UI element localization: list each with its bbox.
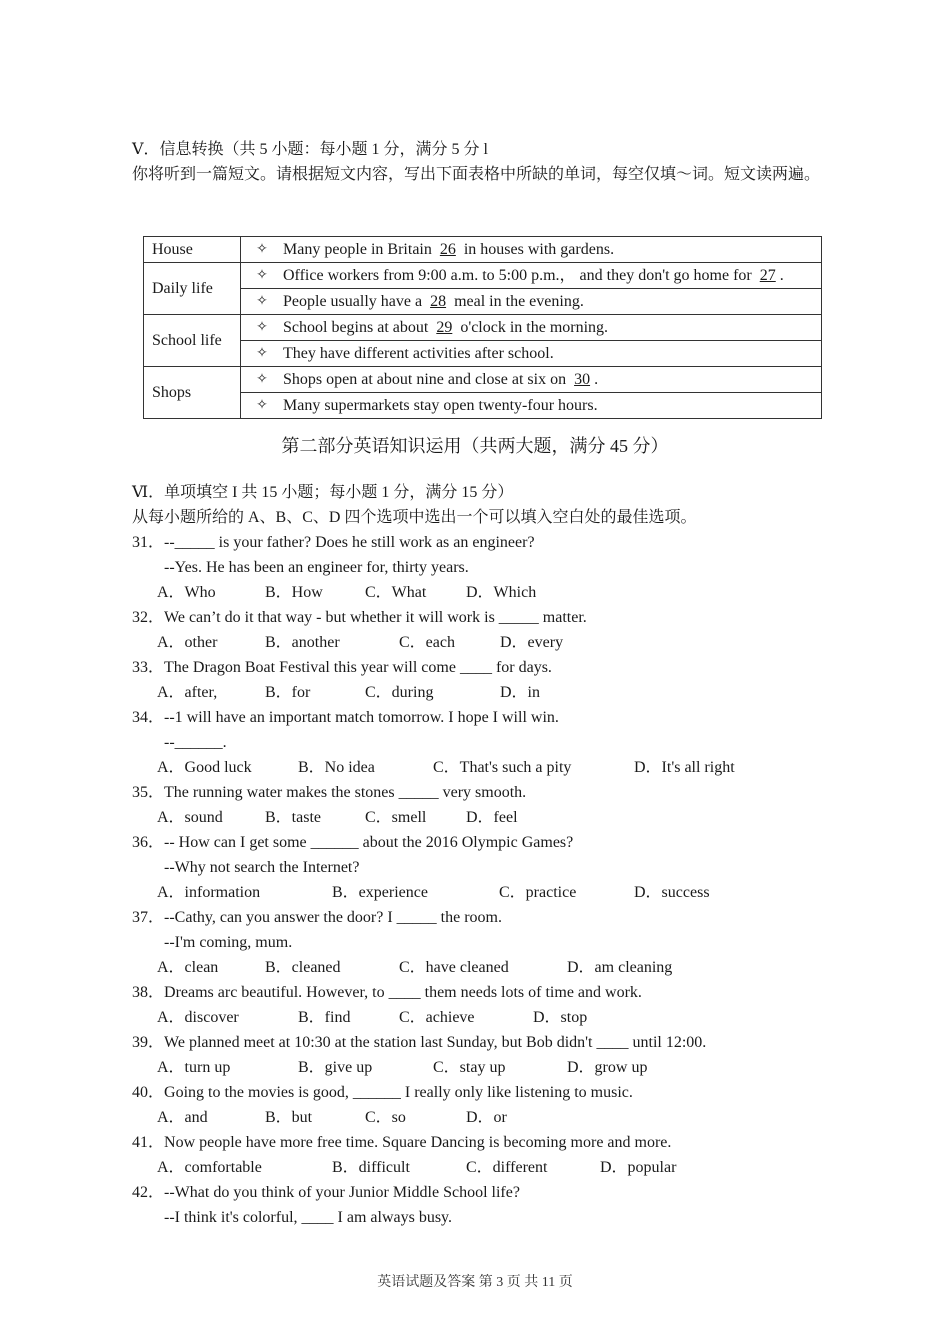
questions-block: [132, 480, 832, 1230]
question-number: 36．: [132, 834, 165, 851]
question-text: The Dragon Boat Festival this year will come ____ for days.: [164, 659, 552, 676]
question-options: [132, 580, 832, 605]
option-a: A．sound: [157, 809, 223, 826]
info-category: Daily life: [144, 263, 241, 315]
info-line: [241, 289, 821, 314]
question-stem: [132, 530, 832, 555]
section5-instruction: 你将听到一篇短文。请根据短文内容，写出下面表格中所缺的单词，每空仅填～词。短文读两遍。: [132, 166, 821, 183]
question-options: [132, 755, 832, 780]
info-line: [241, 263, 821, 288]
question-dialogue-line: [132, 930, 832, 955]
option-b: B．difficult: [332, 1159, 410, 1176]
question-item: [132, 905, 832, 980]
info-line-text: [283, 237, 614, 262]
info-cell: [241, 341, 822, 367]
option-d: D．or: [466, 1109, 507, 1126]
option-d: D．success: [634, 884, 710, 901]
question-dialogue-line: [132, 1205, 832, 1230]
question-stem: [132, 705, 832, 730]
option-b: B．experience: [332, 884, 428, 901]
question-stem: [132, 1080, 832, 1105]
question-number: 40．: [132, 1084, 165, 1101]
question-options: [132, 630, 832, 655]
info-line: [241, 367, 821, 392]
question-options: [132, 1005, 832, 1030]
option-a: A．discover: [157, 1009, 239, 1026]
diamond-bullet-icon: ✧: [256, 293, 268, 309]
question-item: [132, 1030, 832, 1080]
option-c: C．during: [365, 684, 434, 701]
option-a: A．Good luck: [157, 759, 252, 776]
option-c: C．have cleaned: [399, 959, 509, 976]
question-text: -- How can I get some ______ about the 2016 Olympic Games?: [164, 834, 574, 851]
option-d: D．stop: [533, 1009, 588, 1026]
info-category: House: [144, 237, 241, 263]
question-options: [132, 880, 832, 905]
question-options: [132, 1155, 832, 1180]
option-c: C．practice: [499, 884, 577, 901]
question-number: 35．: [132, 784, 165, 801]
question-dialogue-line: [132, 730, 832, 755]
diamond-bullet-icon: ✧: [256, 267, 268, 283]
diamond-bullet-icon: ✧: [256, 345, 268, 361]
question-stem: [132, 830, 832, 855]
info-cell: [241, 315, 822, 341]
info-table-row: [144, 341, 822, 367]
option-d: D．Which: [466, 584, 537, 601]
question-number: 39．: [132, 1034, 165, 1051]
option-c: C．achieve: [399, 1009, 475, 1026]
question-number: 41．: [132, 1134, 165, 1151]
option-b: B．another: [265, 634, 340, 651]
info-line-text: [283, 393, 598, 418]
section6-instruction: 从每小题所给的 A、B、C、D 四个选项中选出一个可以填入空白处的最佳选项。: [132, 509, 697, 526]
info-table-row: [144, 263, 822, 289]
question-text: --I'm coming, mum.: [164, 934, 293, 951]
question-text: We can’t do it that way - but whether it will work is _____ matter.: [164, 609, 587, 626]
option-d: D．feel: [466, 809, 518, 826]
info-table: [143, 236, 822, 419]
diamond-bullet-icon: ✧: [256, 371, 268, 387]
option-b: B．cleaned: [265, 959, 341, 976]
blank-number: 27: [759, 267, 776, 284]
blank-number: 28: [430, 293, 447, 310]
blank-number: 30: [574, 371, 591, 388]
question-item: [132, 980, 832, 1030]
question-options: [132, 805, 832, 830]
info-text-after: .: [594, 371, 599, 388]
option-a: A．Who: [157, 584, 216, 601]
question-item: [132, 1080, 832, 1130]
question-number: 37．: [132, 909, 165, 926]
question-options: [132, 1105, 832, 1130]
question-dialogue-line: [132, 855, 832, 880]
question-number: 42．: [132, 1184, 165, 1201]
info-cell: [241, 289, 822, 315]
option-a: A．turn up: [157, 1059, 231, 1076]
option-d: D．popular: [600, 1159, 677, 1176]
option-c: C．each: [399, 634, 455, 651]
question-text: --What do you think of your Junior Middle School life?: [164, 1184, 520, 1201]
question-item: [132, 605, 832, 655]
info-text-before: Shops open at about nine and close at six on: [283, 371, 567, 388]
question-number: 34．: [132, 709, 165, 726]
info-table-row: [144, 289, 822, 315]
option-d: D．grow up: [567, 1059, 648, 1076]
option-b: B．No idea: [298, 759, 375, 776]
info-text-after: meal in the evening.: [454, 293, 584, 310]
question-text: We planned meet at 10:30 at the station last Sunday, but Bob didn't ____ until 12:00.: [164, 1034, 707, 1051]
question-text: The running water makes the stones _____ very smooth.: [164, 784, 527, 801]
question-number: 38．: [132, 984, 165, 1001]
question-stem: [132, 980, 832, 1005]
option-b: B．find: [298, 1009, 351, 1026]
info-text-before: They have different activities after school.: [283, 345, 554, 362]
question-dialogue-line: [132, 555, 832, 580]
question-item: [132, 705, 832, 780]
info-cell: [241, 393, 822, 419]
option-a: A．clean: [157, 959, 219, 976]
question-stem: [132, 1180, 832, 1205]
question-text: --Why not search the Internet?: [164, 859, 360, 876]
option-c: C．different: [466, 1159, 548, 1176]
info-text-after: in houses with gardens.: [463, 241, 615, 258]
question-item: [132, 655, 832, 705]
info-category: Shops: [144, 367, 241, 419]
info-cell: [241, 367, 822, 393]
option-b: B．give up: [298, 1059, 373, 1076]
question-list: [132, 530, 832, 1230]
question-text: Going to the movies is good, ______ I really only like listening to music.: [164, 1084, 633, 1101]
question-item: [132, 1130, 832, 1180]
question-item: [132, 830, 832, 905]
option-b: B．How: [265, 584, 323, 601]
info-text-before: Many people in Britain: [283, 241, 432, 258]
question-text: --Cathy, can you answer the door? I _____ the room.: [164, 909, 502, 926]
info-line: [241, 393, 821, 418]
blank-number: 29: [436, 319, 453, 336]
option-c: C．What: [365, 584, 427, 601]
question-options: [132, 955, 832, 980]
question-text: --Yes. He has been an engineer for, thirty years.: [164, 559, 469, 576]
info-line: [241, 237, 821, 262]
diamond-bullet-icon: ✧: [256, 241, 268, 257]
question-stem: [132, 1130, 832, 1155]
question-text: --1 will have an important match tomorrow. I hope I will win.: [164, 709, 559, 726]
info-text-after: .: [779, 267, 784, 284]
option-c: C．so: [365, 1109, 406, 1126]
option-a: A．other: [157, 634, 218, 651]
info-line-text: [283, 263, 784, 288]
info-table-row: [144, 237, 822, 263]
info-table-row: [144, 393, 822, 419]
info-table-row: [144, 315, 822, 341]
option-b: B．for: [265, 684, 311, 701]
diamond-bullet-icon: ✧: [256, 397, 268, 413]
option-a: A．and: [157, 1109, 208, 1126]
info-text-before: Office workers from 9:00 a.m. to 5:00 p.m.， and they don't go home for: [283, 267, 752, 284]
info-line-text: [283, 341, 554, 366]
info-text-after: o'clock in the morning.: [460, 319, 609, 336]
option-a: A．comfortable: [157, 1159, 262, 1176]
question-text: Dreams arc beautiful. However, to ____ them needs lots of time and work.: [164, 984, 642, 1001]
option-d: D．every: [500, 634, 564, 651]
info-line-text: [283, 367, 598, 392]
info-table-row: [144, 367, 822, 393]
question-text: --______.: [164, 734, 227, 751]
info-cell: [241, 263, 822, 289]
option-c: C．That's such a pity: [433, 759, 572, 776]
info-text-before: Many supermarkets stay open twenty-four hours.: [283, 397, 598, 414]
info-line-text: [283, 289, 584, 314]
diamond-bullet-icon: ✧: [256, 319, 268, 335]
option-a: A．after,: [157, 684, 218, 701]
info-text-before: School begins at about: [283, 319, 429, 336]
option-d: D．in: [500, 684, 541, 701]
part2-title: 第二部分英语知识运用（共两大题，满分 45 分）: [281, 436, 669, 456]
option-c: C．smell: [365, 809, 427, 826]
option-b: B．taste: [265, 809, 321, 826]
option-d: D．It's all right: [634, 759, 735, 776]
question-number: 33．: [132, 659, 165, 676]
question-stem: [132, 905, 832, 930]
option-b: B．but: [265, 1109, 313, 1126]
info-line: [241, 315, 821, 340]
question-stem: [132, 655, 832, 680]
page-footer: 英语试题及答案 第 3 页 共 11 页: [377, 1275, 573, 1290]
option-c: C．stay up: [433, 1059, 506, 1076]
section5-title: Ⅴ．信息转换（共 5 小题：每小题 1 分，满分 5 分 l: [132, 141, 489, 158]
section6-title: Ⅵ．单项填空 I 共 15 小题；每小题 1 分，满分 15 分）: [132, 484, 514, 501]
info-cell: [241, 237, 822, 263]
question-options: [132, 1055, 832, 1080]
question-stem: [132, 1030, 832, 1055]
question-stem: [132, 605, 832, 630]
question-text: Now people have more free time. Square Dancing is becoming more and more.: [164, 1134, 672, 1151]
info-category: School life: [144, 315, 241, 367]
option-a: A．information: [157, 884, 261, 901]
question-options: [132, 680, 832, 705]
option-d: D．am cleaning: [567, 959, 673, 976]
question-text: --_____ is your father? Does he still work as an engineer?: [164, 534, 535, 551]
question-item: [132, 1180, 832, 1230]
question-stem: [132, 780, 832, 805]
info-line-text: [283, 315, 608, 340]
question-text: --I think it's colorful, ____ I am always busy.: [164, 1209, 453, 1226]
question-item: [132, 530, 832, 605]
question-item: [132, 780, 832, 830]
info-line: [241, 341, 821, 366]
question-number: 31．: [132, 534, 165, 551]
blank-number: 26: [439, 241, 456, 258]
question-number: 32．: [132, 609, 165, 626]
info-text-before: People usually have a: [283, 293, 423, 310]
